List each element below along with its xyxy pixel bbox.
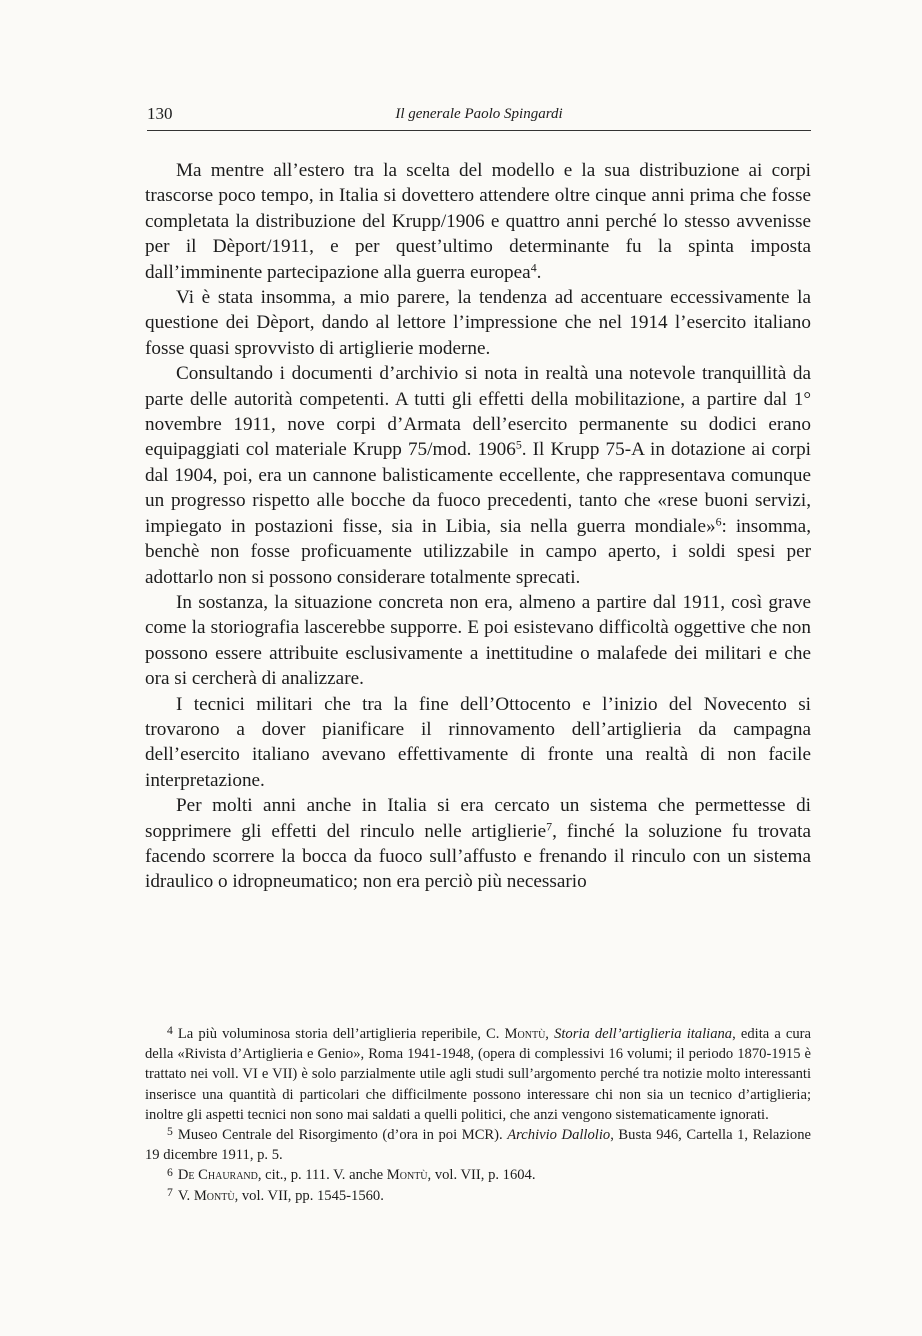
author-name: Montù: [386, 1167, 428, 1184]
footnote-marker: 6: [167, 1165, 173, 1179]
page-number: 130: [147, 104, 173, 123]
work-title: Archivio Dallolio: [507, 1127, 611, 1144]
footnote-reference[interactable]: 4: [530, 260, 537, 275]
work-title: Storia dell’artiglieria italiana: [554, 1026, 733, 1042]
paragraph: Consultando i documenti d’archivio si nota in realtà una notevole tranquillità da parte delle autorità competenti. A tutti gli effetti della mobilitazione, a partire dal 1° novembre 1911, nove corpi d’Armata dell’esercito permanente su dodici erano equipaggiati col materiale Krupp 75/mod. 1906$^5$. Il Krupp 75-A in dotazione ai corpi dal 1904, poi, era un cannone balisticamente eccellente, che rappresentava comunque un progresso rispetto alle bocche da fuoco precedenti, tanto che «rese buoni servizi, impiegato in postazioni fisse, sia in Libia, sia nella guerra mondiale»$^6$: insomma, benchè non fosse proficuamente utilizzabile in campo aperto, i soldi spesi per adottarlo non si possono considerare totalmente sprecati.: [145, 363, 811, 588]
footnote-reference[interactable]: 5: [515, 437, 522, 452]
paragraph: I tecnici militari che tra la fine dell’Ottocento e l’inizio del Novecento si trovarono a dover pianificare il rinnovamento dell’artiglieria da campagna dell’esercito italiano avevano effettivamente di fronte una realtà di non facile interpretazione.: [145, 693, 811, 791]
footnote-reference[interactable]: 6: [715, 514, 722, 529]
footnote-marker: 4: [167, 1024, 173, 1038]
footnote-marker: 5: [167, 1125, 173, 1139]
footnotes: [145, 1024, 811, 1206]
paragraph: Vi è stata insomma, a mio parere, la tendenza ad accentuare eccessivamente la questione dei Dèport, dando al lettore l’impressione che nel 1914 l’esercito italiano fosse quasi sprovvisto di artiglierie moderne.: [145, 287, 811, 359]
paragraph: Per molti anni anche in Italia si era cercato un sistema che permettesse di sopprimere gli effetti del rinculo nelle artiglierie$^7$, finché la soluzione fu trovata facendo scorrere la bocca da fuoco sull’affusto e frenando il rinculo con un sistema idraulico o idropneumatico; non era perciò più necessario: [145, 795, 811, 893]
paragraph: Ma mentre all’estero tra la scelta del modello e la sua distribuzione ai corpi trascorse poco tempo, in Italia si dovettero attendere oltre cinque anni prima che fosse completata la distribuzione del Krupp/1906 e quattro anni perché lo stesso avvenisse per il Dèport/1911, e per quest’ultimo determinante fu la spinta imposta dall’imminente partecipazione alla guerra europea$^4$.: [145, 160, 811, 283]
footnote-reference[interactable]: 7: [546, 819, 553, 834]
paragraph: In sostanza, la situazione concreta non era, almeno a partire dal 1911, così grave come la storiografia lascerebbe supporre. E poi esistevano difficoltà oggettive che non possono essere attribuite esclusivamente a inettitudine o malafede dei militari e che ora si cercherà di analizzare.: [145, 591, 811, 690]
footnote: $^4$ La più voluminosa storia dell’artiglieria reperibile, C. Montù, Storia dell’artiglieria italiana, edita a cura della «Rivista d’Artiglieria e Genio», Roma 1941-1948, (opera di complessivi 16 volumi; il periodo 1870-1915 è trattato nei voll. VI e VII) è solo parzialmente utile agli studi sull’argomento perché tra notizie molto interessanti inserisce una quantità di particolari che difficilmente possono interessare chi non sia un tecnico d’artiglieria; inoltre gli aspetti tecnici non sono mai saldati a quelli politici, che anzi vengono sistematicamente ignorati.: [145, 1024, 812, 1123]
main-text: [145, 158, 811, 895]
footnote: $^7$ V. Montù, vol. VII, pp. 1545-1560.: [167, 1185, 384, 1204]
footnote: $^5$ Museo Centrale del Risorgimento (d’ora in poi MCR). Archivio Dallolio, Busta 946, Cartella 1, Relazione 19 dicembre 1911, p. 5.: [145, 1125, 811, 1164]
running-title: Il generale Paolo Spingardi: [395, 106, 563, 122]
author-name: Montù: [193, 1187, 235, 1204]
author-name: De Chaurand: [177, 1167, 258, 1184]
running-header: [147, 104, 811, 131]
footnote-marker: 7: [167, 1185, 173, 1199]
footnote: $^6$ De Chaurand, cit., p. 111. V. anche Montù, vol. VII, p. 1604.: [167, 1165, 536, 1184]
author-name: Montù: [504, 1026, 546, 1042]
